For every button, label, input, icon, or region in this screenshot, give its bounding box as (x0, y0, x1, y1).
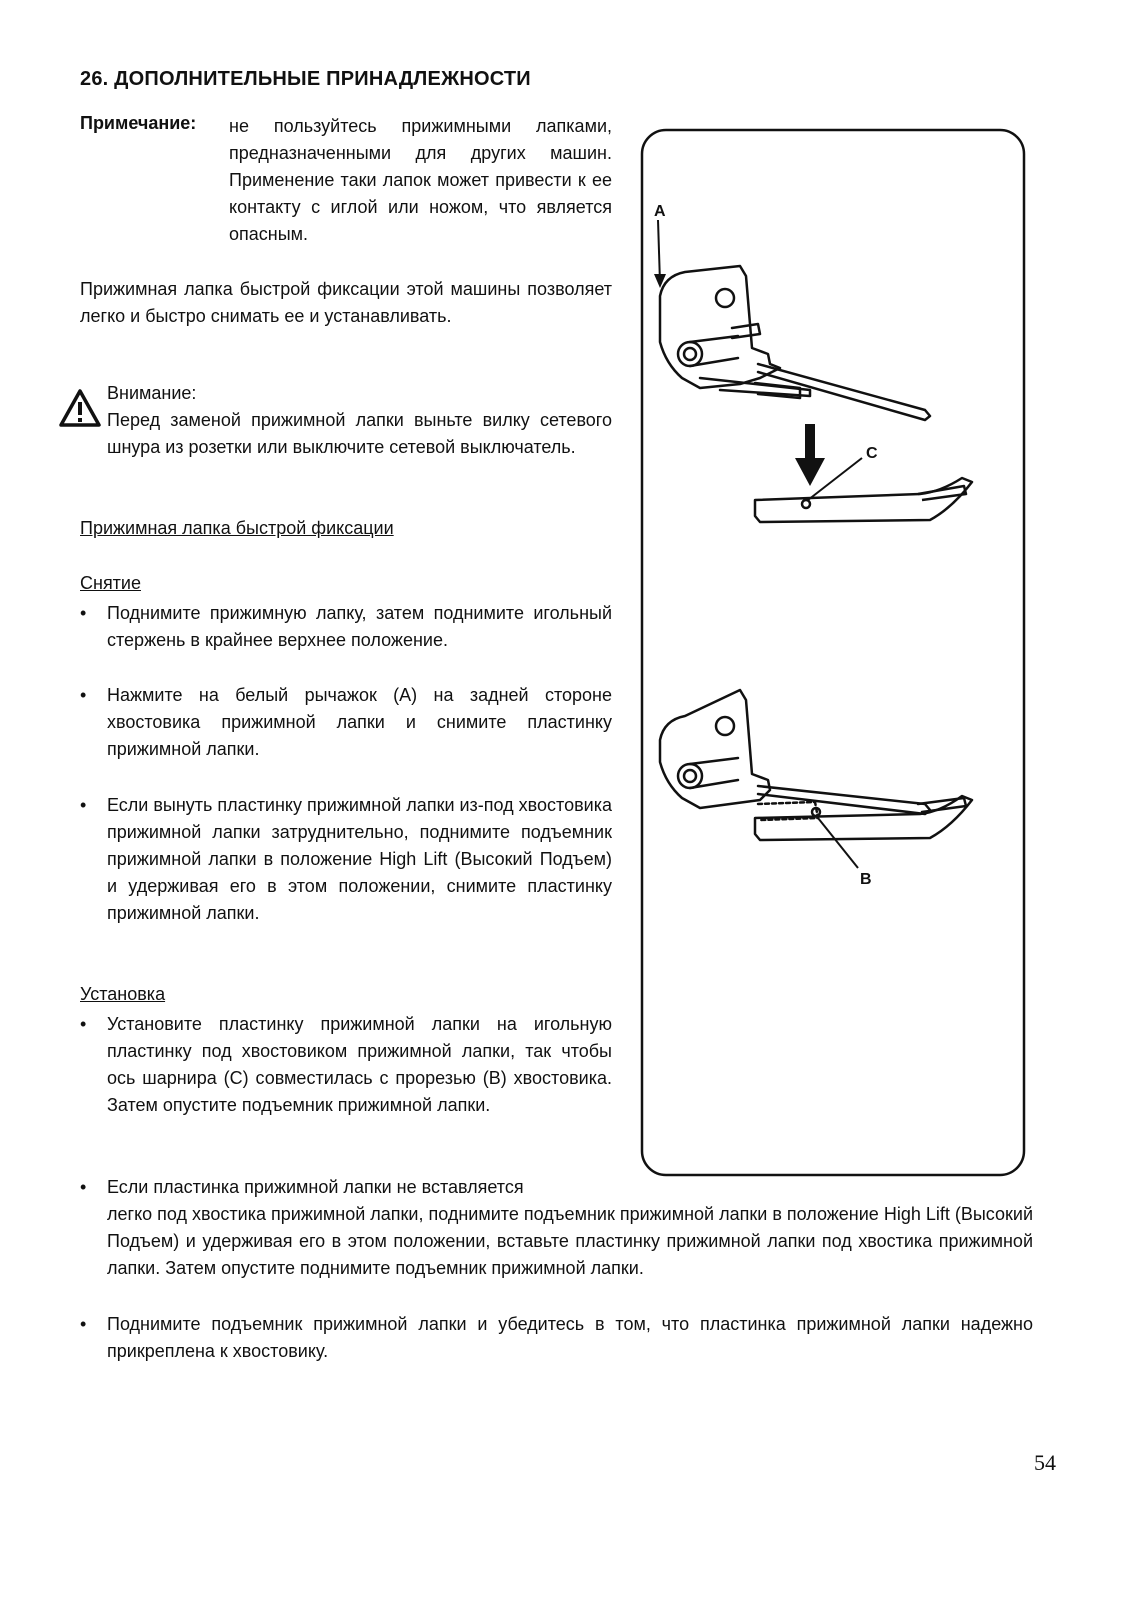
install-step-2-cont: легко под хвостика прижимной лапки, поднимите подъемник прижимной лапки в положение High Lift (Высокий Подъем) и удерживая его в этом положении, вставьте пластинку прижимной лапки под хвостика прижимной лапки. Затем опустите поднимите подъемник прижимной лапки. (107, 1204, 1033, 1278)
note-label: Примечание: (80, 113, 197, 133)
label-c: C (866, 445, 878, 462)
removal-heading: Снятие (80, 573, 141, 593)
bullet-marker: • (80, 685, 87, 705)
removal-step-2: Нажмите на белый рычажок (А) на задней стороне хвостовика прижимной лапки и снимите пластинку прижимной лапки. (107, 685, 612, 759)
removal-step-1: Поднимите прижимную лапку, затем поднимите игольный стержень в крайнее верхнее положение. (107, 603, 612, 650)
page-title: 26. ДОПОЛНИТЕЛЬНЫЕ ПРИНАДЛЕЖНОСТИ (80, 68, 531, 90)
removal-step-3: Если вынуть пластинку прижимной лапки из-под хвостовика прижимной лапки затруднительно, поднимите подъемник прижимной лапки в положение High Lift (Высокий Подъем) и удерживая его в этом положении, снимите пластинку прижимной лапки. (107, 795, 612, 923)
install-step-2-start: Если пластинка прижимной лапки не вставляется (107, 1177, 524, 1197)
presser-foot-illustration (640, 128, 1037, 1180)
install-step-3: Поднимите подъемник прижимной лапки и убедитесь в том, что пластинка прижимной лапки надежно прикреплена к хвостовику. (107, 1314, 1033, 1361)
bullet-marker: • (80, 603, 87, 623)
page-number: 54 (1034, 1450, 1056, 1475)
bullet-marker: • (80, 1177, 87, 1197)
slot-b-leader (818, 818, 858, 868)
install-heading: Установка (80, 984, 166, 1004)
intro-paragraph: Прижимная лапка быстрой фиксации этой машины позволяет легко и быстро снимать ее и устанавливать. (80, 279, 612, 326)
warning-block (107, 380, 612, 461)
shank-top-drawing (660, 266, 930, 420)
label-a: A (654, 203, 666, 220)
bullet-marker: • (80, 1014, 87, 1034)
install-step-1: Установите пластинку прижимной лапки на игольную пластинку под хвостовиком прижимной лапки, так чтобы ось шарнира (С) совместилась с прорезью (В) хвостовика. Затем опустите подъемник прижимной лапки. (107, 1014, 612, 1115)
assembled-foot-drawing (660, 690, 972, 840)
bullet-marker: • (80, 795, 87, 815)
presser-foot-plate (755, 478, 972, 522)
label-b: B (860, 871, 872, 888)
section-title: Прижимная лапка быстрой фиксации (80, 518, 394, 538)
warning-triangle-icon (58, 388, 102, 428)
down-arrow-icon (795, 424, 825, 486)
warning-heading: Внимание: (107, 383, 197, 403)
bullet-marker: • (80, 1314, 87, 1334)
note-text: не пользуйтесь прижимными лапками, предназначенными для других машин. Применение таки лапок может привести к ее контакту с иглой или ножом, что является опасным. (229, 116, 612, 244)
warning-text: Перед заменой прижимной лапки выньте вилку сетевого шнура из розетки или выключите сетевой выключатель. (107, 410, 612, 457)
lever-a-leader (658, 220, 660, 283)
